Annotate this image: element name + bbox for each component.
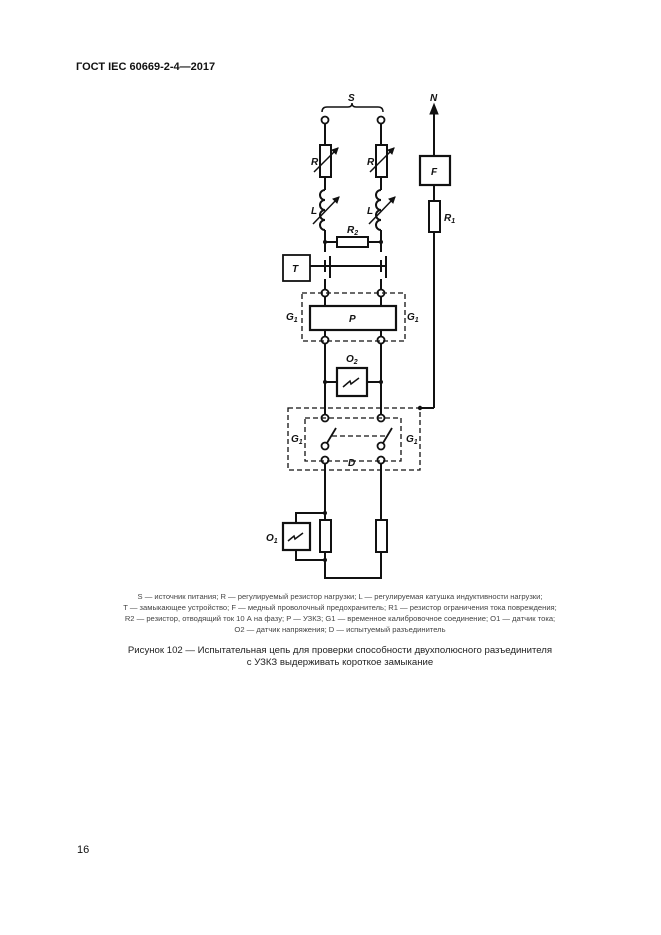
label-n: N [430, 93, 438, 104]
label-r2: $R_2$ [347, 225, 359, 237]
label-g1-lower-right: $G_1$ [406, 434, 418, 446]
caption-line-2: с УЗКЗ выдерживать короткое замыкание [246, 657, 434, 668]
caption-line-1: Рисунок 102 — Испытательная цепь для проверки способности двухполюсного разъединителя [127, 645, 553, 656]
resistor-r1 [429, 201, 440, 232]
label-f: F [431, 167, 438, 178]
variable-resistor-r [314, 145, 394, 177]
label-r1: $R_1$ [444, 213, 456, 225]
calibration-link-g1-lower [305, 418, 401, 461]
label-r-right: R [367, 157, 375, 168]
variable-inductor-l [313, 190, 395, 230]
label-r-left: R [311, 157, 319, 168]
source-brace [322, 103, 383, 112]
label-p: P [349, 314, 356, 325]
label-l-right: L [367, 206, 374, 217]
label-g1-upper-right: $G_1$ [407, 312, 419, 324]
legend-line-2: T — замыкающее устройство; F — медный проволочный предохранитель; R1 — резистор ограничения тока повреждения; [123, 603, 557, 612]
legend-line-3: R2 — резистор, отводящий ток 10 А на фазу; P — УЗКЗ; G1 — временное калибровочное соединение; O1 — датчик тока; [124, 614, 556, 623]
load-resistor-left [320, 520, 331, 552]
arrow-up-icon [430, 104, 438, 114]
label-o2: $O_2$ [346, 354, 358, 366]
label-t: T [292, 264, 299, 275]
page-number: 16 [77, 844, 90, 856]
figure-caption [60, 645, 620, 669]
resistor-r2 [337, 237, 368, 247]
current-sensor-o1 [283, 523, 310, 550]
legend-line-1: S — источник питания; R — регулируемый резистор нагрузки; L — регулируемая катушка индуктивности нагрузки; [137, 592, 543, 601]
label-s: S [348, 93, 355, 104]
document-header: ГОСТ IEC 60669-2-4—2017 [76, 61, 216, 73]
label-o1: $O_1$ [266, 533, 278, 545]
label-l-left: L [311, 206, 318, 217]
right-wire [324, 124, 382, 578]
voltage-sensor-o2 [337, 368, 367, 396]
load-resistor-right [376, 520, 387, 552]
label-d: D [348, 458, 356, 469]
legend-line-4: O2 — датчик напряжения; D — испытуемый разъединитель [234, 625, 446, 634]
label-g1-upper-left: $G_1$ [286, 312, 298, 324]
label-g1-lower-left: $G_1$ [291, 434, 303, 446]
